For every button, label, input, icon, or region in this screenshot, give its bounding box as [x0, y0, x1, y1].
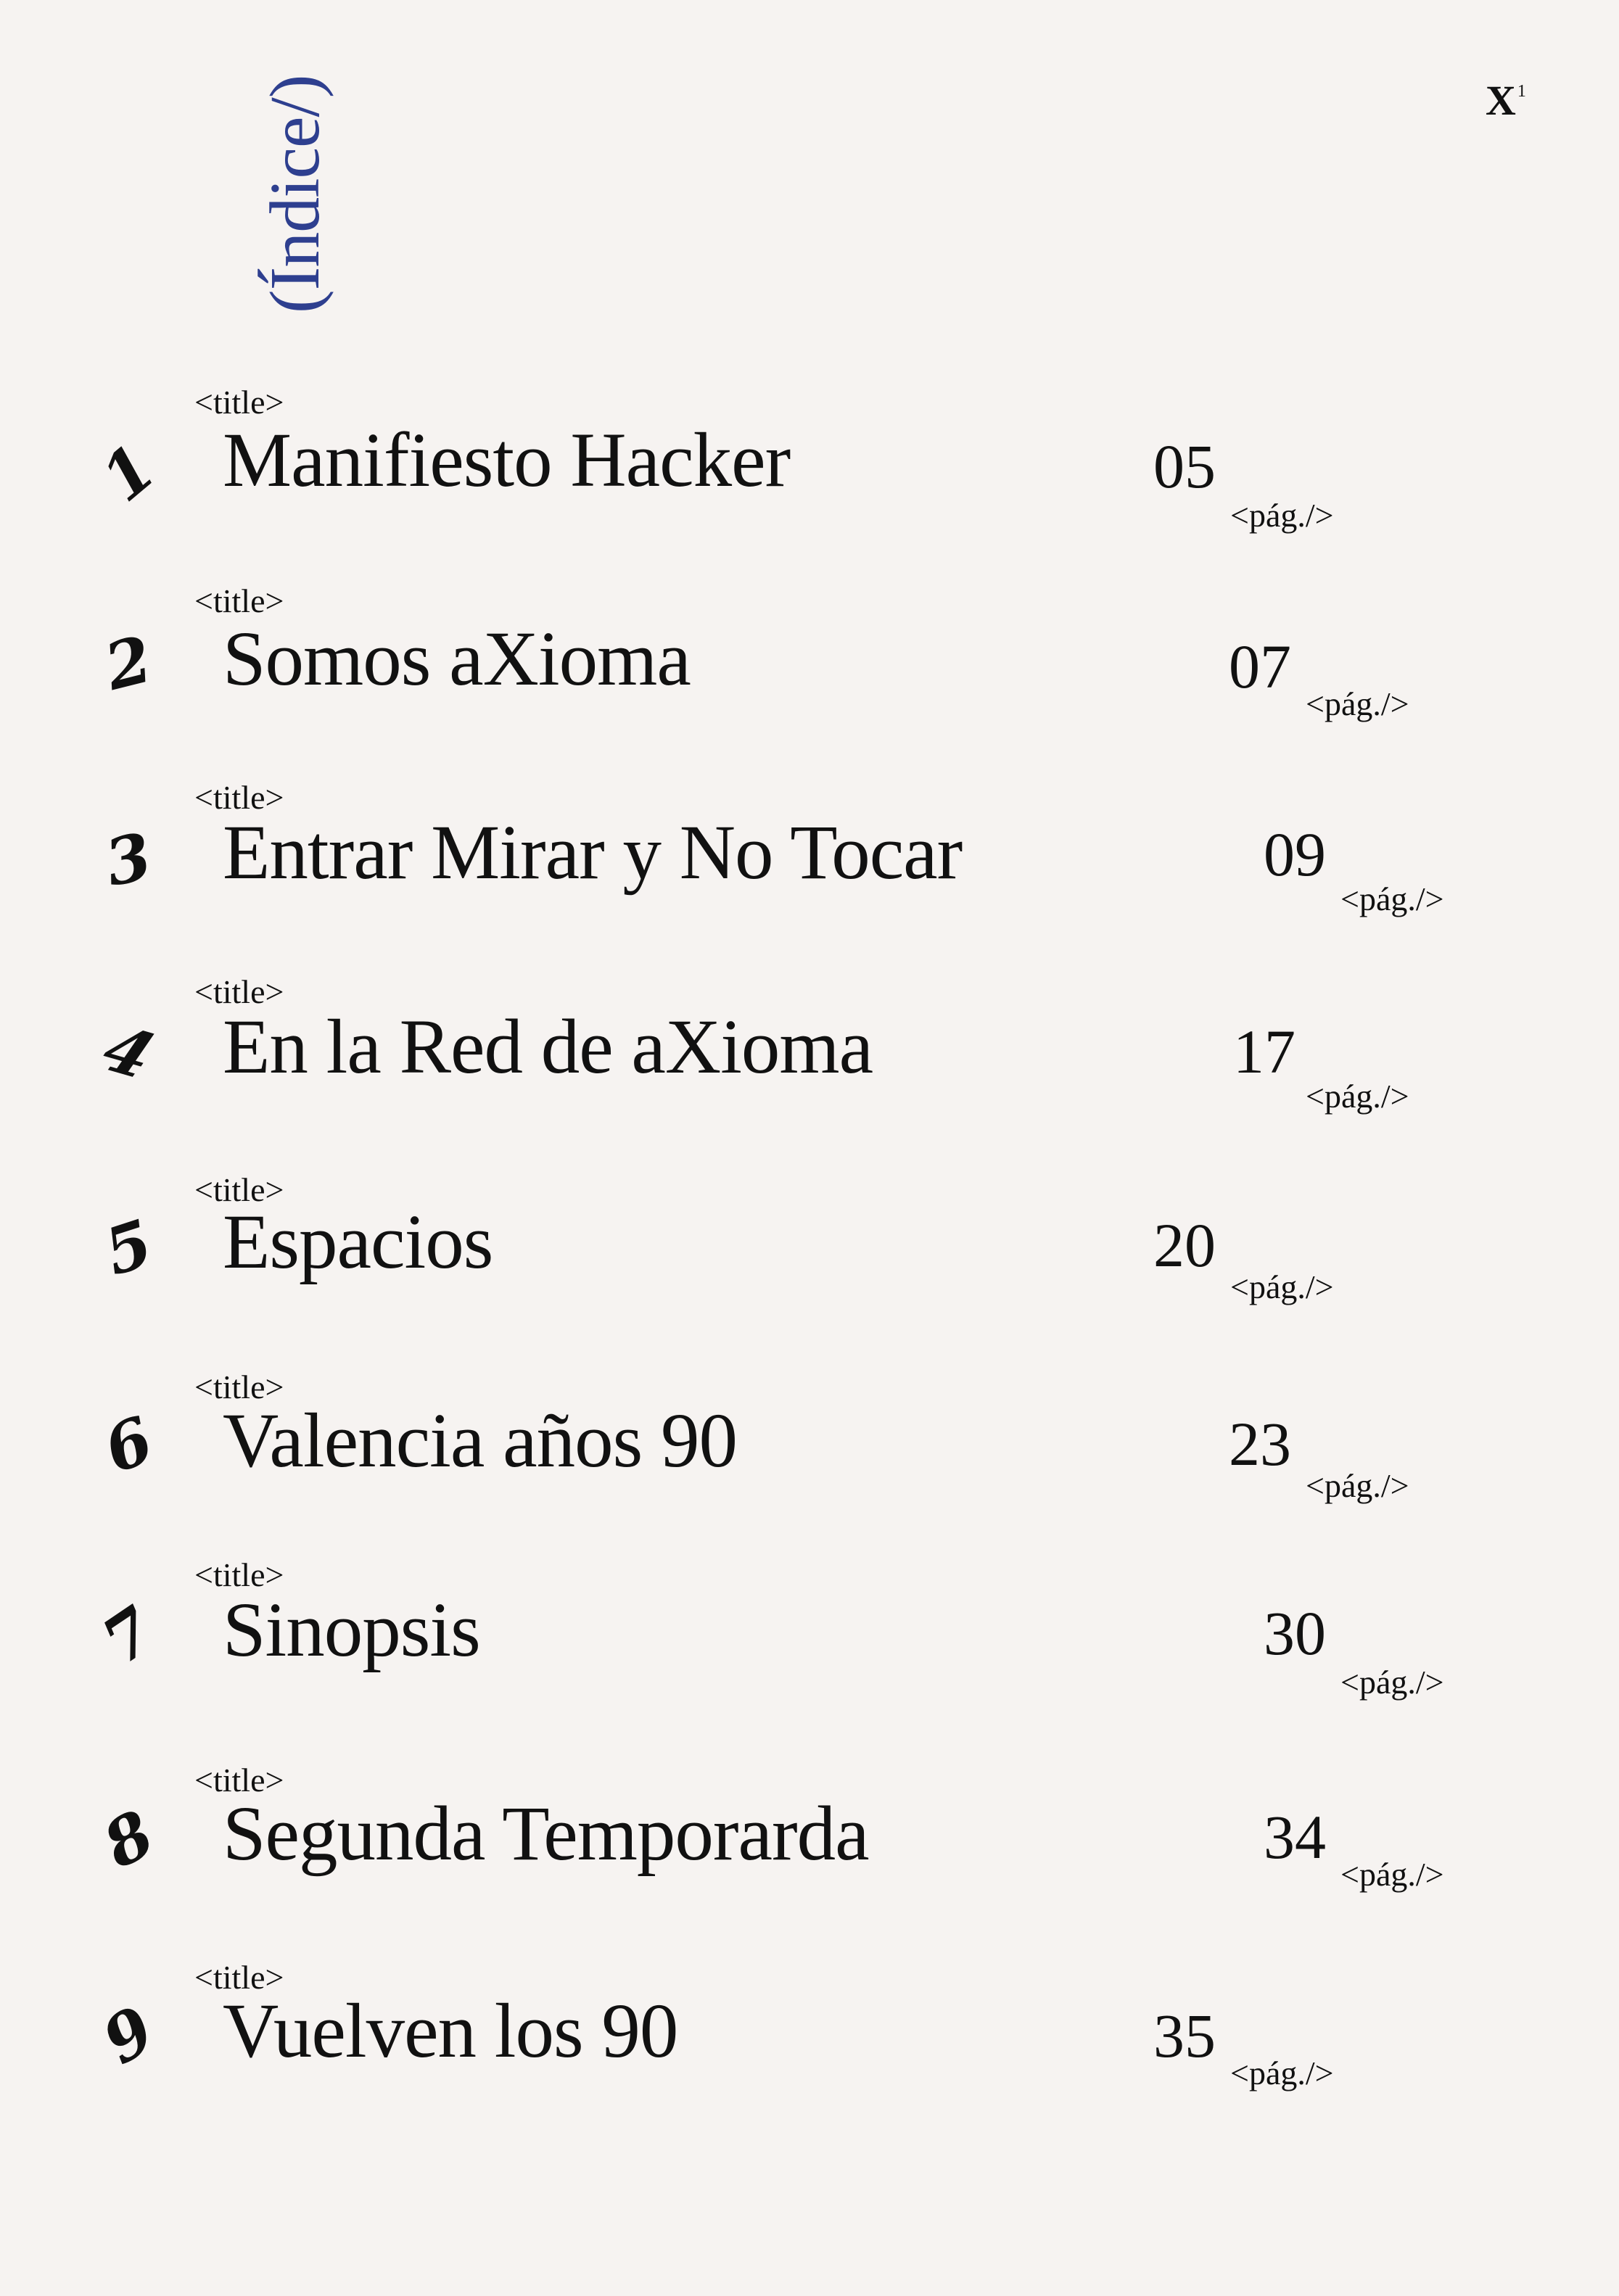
- page-title-text: (Índice/): [256, 75, 334, 313]
- toc-entry-6[interactable]: [0, 1369, 1619, 1558]
- corner-mark-letter: X: [1486, 77, 1516, 124]
- entry-title-tag: <title>: [194, 384, 284, 421]
- corner-mark: [1486, 77, 1526, 124]
- entry-page-label: <pág./>: [1340, 880, 1444, 917]
- toc-entry-8[interactable]: [0, 1762, 1619, 1951]
- entry-title[interactable]: Manifiesto Hacker: [223, 418, 791, 503]
- toc-entry-3[interactable]: [0, 780, 1619, 968]
- entry-page-label: <pág./>: [1306, 685, 1409, 722]
- entry-page-label: <pág./>: [1306, 1467, 1409, 1504]
- entry-number: 6: [94, 1401, 163, 1488]
- entry-page-number[interactable]: 23: [1229, 1409, 1291, 1479]
- entry-title-tag: <title>: [194, 582, 284, 619]
- toc-entry-7[interactable]: [0, 1557, 1619, 1746]
- entry-number: 5: [95, 1205, 162, 1290]
- entry-number: 4: [91, 1011, 165, 1094]
- entry-number: 3: [99, 817, 158, 901]
- toc-entry-5[interactable]: [0, 1172, 1619, 1360]
- entry-number: 9: [89, 1991, 168, 2079]
- entry-page-number[interactable]: 35: [1153, 2001, 1216, 2070]
- toc-entry-2[interactable]: [0, 583, 1619, 772]
- entry-title-tag: <title>: [194, 1556, 284, 1593]
- entry-title[interactable]: Valencia años 90: [223, 1398, 737, 1484]
- entry-title-tag: <title>: [194, 779, 284, 816]
- entry-title-tag: <title>: [194, 1959, 284, 1996]
- entry-title[interactable]: Entrar Mirar y No Tocar: [223, 810, 963, 896]
- entry-page-label: <pág./>: [1230, 497, 1334, 534]
- entry-page-number[interactable]: 05: [1153, 431, 1216, 501]
- entry-title[interactable]: Vuelven los 90: [223, 1989, 678, 2074]
- entry-page-number[interactable]: 20: [1153, 1210, 1216, 1280]
- entry-title[interactable]: Segunda Temporarda: [223, 1791, 869, 1877]
- toc-entry-4[interactable]: [0, 974, 1619, 1163]
- entry-title-tag: <title>: [194, 1171, 284, 1208]
- entry-page-label: <pág./>: [1306, 1078, 1409, 1115]
- entry-page-number[interactable]: 30: [1264, 1598, 1326, 1668]
- entry-page-number[interactable]: 17: [1233, 1017, 1295, 1086]
- entry-page-label: <pág./>: [1230, 2055, 1334, 2091]
- entry-number: 8: [91, 1795, 166, 1883]
- entry-page-number[interactable]: 34: [1264, 1802, 1326, 1872]
- toc-entry-9[interactable]: [0, 1960, 1619, 2148]
- toc-entry-1[interactable]: [0, 384, 1619, 573]
- entry-number: 2: [97, 621, 160, 705]
- entry-title-tag: <title>: [194, 1762, 284, 1799]
- entry-number: 7: [88, 1591, 168, 1680]
- entry-title-tag: <title>: [194, 973, 284, 1010]
- entry-page-number[interactable]: 09: [1264, 819, 1326, 889]
- corner-mark-superscript: 1: [1517, 82, 1526, 101]
- entry-page-label: <pág./>: [1340, 1664, 1444, 1701]
- entry-page-label: <pág./>: [1340, 1856, 1444, 1893]
- entry-title[interactable]: En la Red de aXioma: [223, 1004, 873, 1090]
- entry-title[interactable]: Espacios: [223, 1199, 493, 1285]
- entry-title[interactable]: Somos aXioma: [223, 616, 691, 702]
- entry-number: 1: [87, 429, 170, 516]
- entry-title-tag: <title>: [194, 1368, 284, 1405]
- entry-page-label: <pág./>: [1230, 1268, 1334, 1305]
- entry-page-number[interactable]: 07: [1229, 632, 1291, 701]
- entry-title[interactable]: Sinopsis: [223, 1587, 480, 1673]
